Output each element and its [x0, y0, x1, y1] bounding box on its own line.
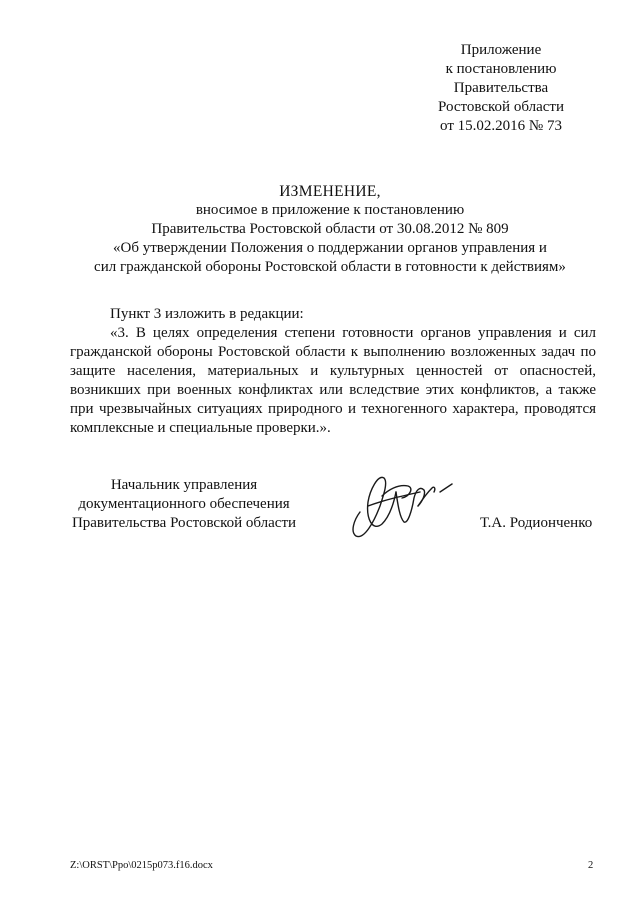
document-title-block [60, 182, 600, 277]
footer-file-path: Z:\ORST\Ppo\0215p073.f16.docx [70, 860, 213, 871]
document-subtitle-line: сил гражданской обороны Ростовской области в готовности к действиям» [94, 259, 566, 275]
signatory-name: Т.А. Родионченко [480, 515, 593, 531]
page-number: 2 [588, 860, 594, 871]
body-paragraph: «3. В целях определения степени готовности органов управления и сил гражданской обороны Ростовской области к выполнению возложенных задач по защите населения, материальных и культурных ценностей от опасностей, возникших при военных конфликтах или вследствие этих конфликтов, а также при чрезвычайных ситуациях природного и техногенного характера, проводятся комплексные и специальные проверки.». [70, 325, 596, 436]
appendix-line: к постановлению [445, 61, 557, 77]
document-subtitle-line: вносимое в приложение к постановлению [195, 202, 465, 218]
signatory-title-line: Начальник управления [110, 477, 258, 493]
body-lead: Пункт 3 изложить в редакции: [110, 306, 304, 322]
appendix-line: Ростовской области [438, 99, 564, 115]
signatory-title-line: документационного обеспечения [78, 496, 290, 512]
document-subtitle-line: «Об утверждении Положения о поддержании органов управления и [113, 240, 547, 256]
handwritten-signature [338, 462, 458, 547]
document-title: ИЗМЕНЕНИЕ, [279, 183, 381, 200]
appendix-line: от 15.02.2016 № 73 [440, 118, 562, 134]
document-subtitle-line: Правительства Ростовской области от 30.08.2012 № 809 [151, 221, 509, 237]
appendix-line: Правительства [453, 80, 549, 96]
signatory-title [60, 476, 308, 533]
signatory-title-line: Правительства Ростовской области [71, 515, 297, 531]
appendix-header [421, 41, 581, 136]
appendix-line: Приложение [460, 42, 542, 58]
